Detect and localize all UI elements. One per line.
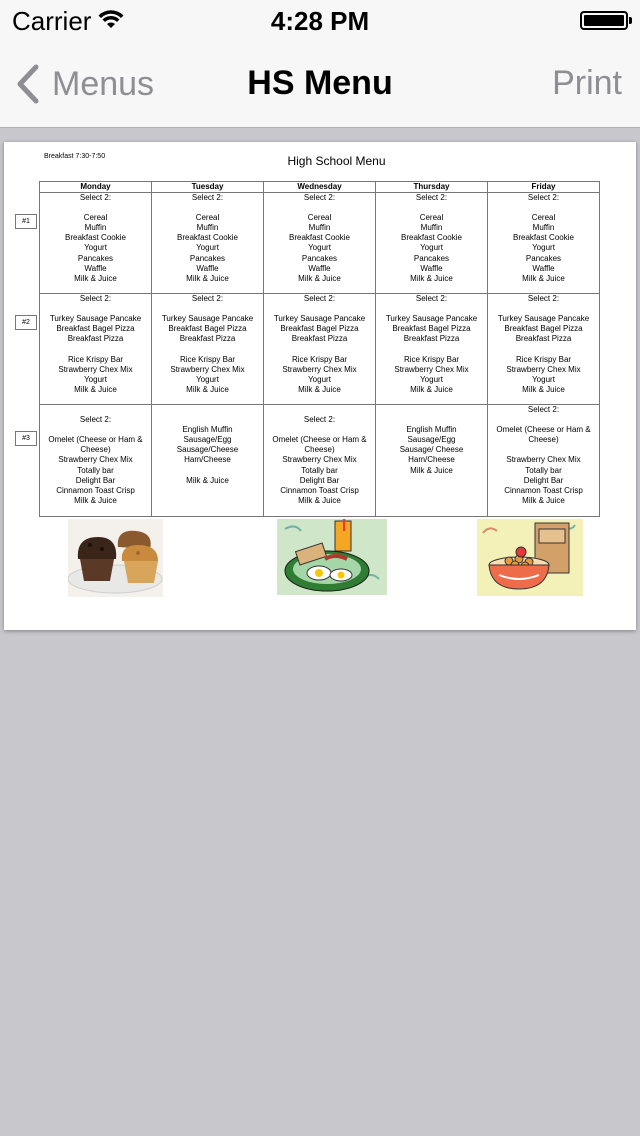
menu-item: Turkey Sausage Pancake	[497, 314, 590, 324]
menu-cell	[40, 294, 152, 405]
menu-item: Muffin	[420, 223, 443, 233]
day-header: Tuesday	[152, 182, 264, 193]
menu-item: Select 2:	[79, 193, 112, 202]
menu-table	[39, 181, 600, 517]
menu-item: Breakfast Pizza	[291, 334, 348, 344]
spacer-line	[266, 344, 373, 354]
print-button[interactable]: Print	[552, 64, 622, 102]
day-header: Thursday	[376, 182, 488, 193]
menu-cell	[264, 405, 376, 517]
nav-title: HS Menu	[247, 64, 393, 102]
cereal-bowl-image	[477, 519, 583, 596]
menu-item: Cinnamon Toast Crisp	[56, 485, 135, 495]
menu-item: Strawberry Chex Mix	[170, 364, 245, 374]
spacer-line	[378, 203, 485, 213]
menu-cell	[488, 294, 600, 405]
menu-item: Yogurt	[308, 243, 331, 253]
menu-item: Select 2:	[303, 294, 336, 303]
menu-item: Turkey Sausage Pancake	[161, 314, 254, 324]
top-bar	[0, 0, 640, 128]
menu-cell	[152, 294, 264, 405]
menu-row	[40, 193, 600, 294]
menu-item: Milk & Juice	[522, 273, 565, 283]
spacer-line	[154, 203, 261, 213]
menu-item: Totally bar	[77, 465, 114, 475]
document-subheading: Breakfast 7:30-7:50	[44, 153, 106, 160]
menu-item: Sausage/ Cheese	[399, 445, 464, 455]
breakfast-plate-image	[277, 519, 387, 595]
menu-item: Select 2:	[527, 294, 560, 303]
menu-item: Breakfast Cookie	[65, 233, 126, 243]
spacer-line	[42, 304, 149, 314]
spacer-line	[266, 405, 373, 415]
menu-item: Muffin	[308, 223, 331, 233]
menu-item: Select 2:	[79, 415, 112, 425]
day-header: Friday	[488, 182, 600, 193]
menu-item: Strawberry Chex Mix	[58, 455, 133, 465]
menu-item: Milk & Juice	[298, 384, 341, 394]
spacer-line	[490, 415, 597, 425]
spacer-line	[154, 304, 261, 314]
document-title: High School Menu	[287, 154, 386, 168]
menu-item: Select 2:	[527, 193, 560, 202]
menu-item: Muffin	[532, 223, 555, 233]
menu-row	[40, 294, 600, 405]
menu-item: Milk & Juice	[298, 273, 341, 283]
menu-item: Cinnamon Toast Crisp	[280, 485, 359, 495]
menu-item: Yogurt	[532, 374, 555, 384]
menu-item: Breakfast Pizza	[403, 334, 460, 344]
menu-cell	[40, 405, 152, 517]
menu-item: Rice Krispy Bar	[291, 354, 348, 364]
menu-item: Yogurt	[308, 374, 331, 384]
navigation-bar	[0, 40, 640, 128]
menu-item: Delight Bar	[523, 475, 564, 485]
menu-item: Milk & Juice	[74, 384, 117, 394]
menu-item: Ham/Cheese	[184, 455, 231, 465]
menu-item: Cereal	[195, 213, 220, 223]
menu-item: Select 2:	[303, 193, 336, 202]
menu-item: Select 2:	[527, 405, 560, 414]
spacer-line	[490, 304, 597, 314]
menu-item: Cereal	[83, 213, 108, 223]
spacer-line	[378, 405, 485, 415]
menu-item: Select 2:	[303, 415, 336, 425]
menu-item: Omelet (Cheese or Ham & Cheese)	[272, 435, 367, 455]
menu-item: Select 2:	[415, 294, 448, 303]
menu-cell	[152, 405, 264, 517]
menu-item: Yogurt	[84, 374, 107, 384]
menu-item: Breakfast Cookie	[513, 233, 574, 243]
menu-item: Select 2:	[191, 294, 224, 303]
battery-icon	[580, 11, 628, 30]
menu-item: Yogurt	[84, 243, 107, 253]
row-label: #2	[15, 315, 37, 330]
day-header: Monday	[40, 182, 152, 193]
menu-item: Milk & Juice	[186, 384, 229, 394]
menu-cell	[376, 193, 488, 294]
menu-item: Milk & Juice	[74, 273, 117, 283]
menu-item: Muffin	[196, 223, 219, 233]
menu-item: Ham/Cheese	[408, 455, 455, 465]
spacer-line	[154, 466, 261, 476]
menu-item: Sausage/Egg	[407, 435, 456, 445]
menu-item: Pancakes	[301, 253, 338, 263]
row-label: #3	[15, 431, 37, 446]
menu-item: Strawberry Chex Mix	[506, 455, 581, 465]
menu-item: Milk & Juice	[186, 475, 229, 485]
back-label: Menus	[52, 64, 155, 103]
menu-item: Waffle	[308, 263, 331, 273]
clock: 4:28 PM	[270, 6, 370, 36]
day-header: Wednesday	[264, 182, 376, 193]
spacer-line	[266, 425, 373, 435]
menu-item: Milk & Juice	[522, 495, 565, 505]
menu-item: Strawberry Chex Mix	[282, 455, 357, 465]
menu-item: Breakfast Cookie	[177, 233, 238, 243]
menu-item: Milk & Juice	[410, 384, 453, 394]
menu-item: Breakfast Bagel Pizza	[168, 324, 247, 334]
menu-item: Totally bar	[525, 465, 562, 475]
menu-cell	[488, 193, 600, 294]
spacer-line	[490, 344, 597, 354]
menu-item: Sausage/Cheese	[176, 445, 239, 455]
menu-item: Strawberry Chex Mix	[282, 364, 357, 374]
spacer-line	[266, 203, 373, 213]
menu-item: Waffle	[420, 263, 443, 273]
carrier-label: Carrier	[12, 6, 92, 36]
menu-item: Omelet (Cheese or Ham & Cheese)	[48, 435, 143, 455]
menu-row	[40, 405, 600, 517]
menu-item: Strawberry Chex Mix	[506, 364, 581, 374]
spacer-line	[42, 203, 149, 213]
menu-item: Waffle	[532, 263, 555, 273]
menu-cell	[264, 193, 376, 294]
menu-document	[4, 142, 636, 630]
menu-item: Select 2:	[415, 193, 448, 202]
menu-item: Cinnamon Toast Crisp	[504, 485, 583, 495]
menu-item: Breakfast Pizza	[515, 334, 572, 344]
spacer-line	[154, 405, 261, 415]
spacer-line	[154, 344, 261, 354]
menu-cell	[488, 405, 600, 517]
menu-item: Yogurt	[420, 374, 443, 384]
menu-item: Select 2:	[79, 294, 112, 303]
muffins-image	[68, 519, 163, 597]
menu-item: Delight Bar	[75, 475, 116, 485]
menu-item: English Muffin	[182, 425, 233, 435]
menu-item: Yogurt	[532, 243, 555, 253]
menu-item: Milk & Juice	[410, 465, 453, 475]
menu-cell	[376, 405, 488, 517]
menu-item: Omelet (Cheese or Ham & Cheese)	[496, 425, 591, 445]
menu-item: Rice Krispy Bar	[67, 354, 124, 364]
menu-cell	[152, 193, 264, 294]
menu-item: Breakfast Bagel Pizza	[504, 324, 583, 334]
menu-item: Waffle	[84, 263, 107, 273]
spacer-line	[378, 415, 485, 425]
menu-item: Breakfast Bagel Pizza	[56, 324, 135, 334]
menu-item: Cereal	[531, 213, 556, 223]
menu-item: Strawberry Chex Mix	[58, 364, 133, 374]
menu-item: Pancakes	[525, 253, 562, 263]
menu-item: Rice Krispy Bar	[179, 354, 236, 364]
menu-item: Milk & Juice	[74, 495, 117, 505]
menu-item: Breakfast Pizza	[67, 334, 124, 344]
spacer-line	[378, 344, 485, 354]
menu-item: Turkey Sausage Pancake	[385, 314, 478, 324]
back-button[interactable]	[14, 62, 154, 106]
spacer-line	[490, 203, 597, 213]
menu-item: Turkey Sausage Pancake	[49, 314, 142, 324]
menu-item: Cereal	[419, 213, 444, 223]
status-bar	[0, 0, 640, 40]
menu-item: Muffin	[84, 223, 107, 233]
menu-item: Milk & Juice	[298, 495, 341, 505]
spacer-line	[490, 445, 597, 455]
header-row	[40, 182, 600, 193]
spacer-line	[42, 425, 149, 435]
chevron-left-icon	[14, 64, 40, 104]
menu-item: Milk & Juice	[522, 384, 565, 394]
menu-cell	[376, 294, 488, 405]
menu-item: Pancakes	[413, 253, 450, 263]
menu-item: Pancakes	[77, 253, 114, 263]
menu-cell	[40, 193, 152, 294]
menu-item: Breakfast Bagel Pizza	[280, 324, 359, 334]
spacer-line	[378, 304, 485, 314]
menu-item: Pancakes	[189, 253, 226, 263]
spacer-line	[42, 405, 149, 415]
menu-item: Cereal	[307, 213, 332, 223]
menu-item: Milk & Juice	[186, 273, 229, 283]
menu-item: Rice Krispy Bar	[515, 354, 572, 364]
menu-item: Breakfast Cookie	[401, 233, 462, 243]
spacer-line	[266, 304, 373, 314]
menu-item: Breakfast Cookie	[289, 233, 350, 243]
menu-item: Turkey Sausage Pancake	[273, 314, 366, 324]
menu-item: Delight Bar	[299, 475, 340, 485]
row-label: #1	[15, 214, 37, 229]
menu-item: Select 2:	[191, 193, 224, 202]
menu-item: Breakfast Pizza	[179, 334, 236, 344]
menu-item: Strawberry Chex Mix	[394, 364, 469, 374]
menu-item: Rice Krispy Bar	[403, 354, 460, 364]
menu-item: Totally bar	[301, 465, 338, 475]
menu-item: Sausage/Egg	[183, 435, 232, 445]
menu-cell	[264, 294, 376, 405]
menu-item: English Muffin	[406, 425, 457, 435]
menu-item: Milk & Juice	[410, 273, 453, 283]
menu-item: Waffle	[196, 263, 219, 273]
menu-item: Breakfast Bagel Pizza	[392, 324, 471, 334]
spacer-line	[154, 415, 261, 425]
menu-item: Yogurt	[420, 243, 443, 253]
menu-item: Yogurt	[196, 374, 219, 384]
spacer-line	[42, 344, 149, 354]
menu-item: Yogurt	[196, 243, 219, 253]
